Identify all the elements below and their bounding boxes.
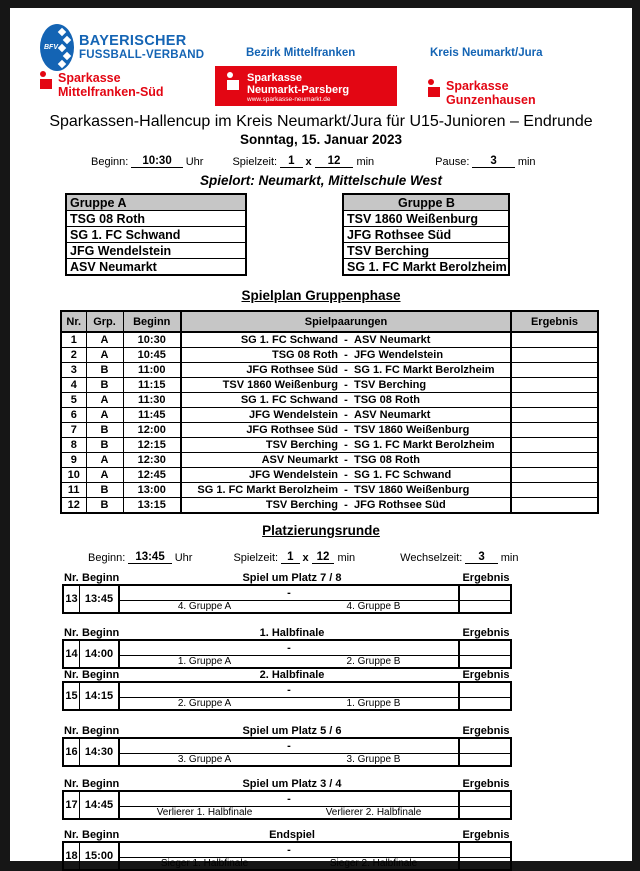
away-team: TSV 1860 Weißenburg [354, 424, 470, 436]
spielzeit-minutes: 12 [312, 551, 335, 564]
match-nr: 12 [61, 498, 86, 514]
placement-match-box [62, 737, 512, 767]
result-cell [511, 468, 598, 483]
match-time: 11:15 [123, 378, 181, 393]
match-pairing [181, 363, 511, 378]
result-cell [511, 332, 598, 348]
group-tables [65, 193, 632, 276]
placement-match-box [62, 790, 512, 820]
match-pairing [120, 586, 460, 612]
col-beginn: Beginn [82, 725, 120, 737]
match-time: 10:45 [123, 348, 181, 363]
match-time: 15:00 [80, 843, 120, 869]
away-team: JFG Wendelstein [354, 349, 444, 361]
sponsor-name: Sparkasse [58, 71, 121, 85]
table-row [66, 259, 246, 276]
match-nr: 1 [61, 332, 86, 348]
away-team: TSV Berching [354, 379, 427, 391]
table-row [343, 227, 509, 243]
sponsor-region: Gunzenhausen [446, 93, 536, 107]
away-team: Verlierer 2. Halbfinale [325, 807, 422, 818]
match-title: 2. Halbfinale [259, 669, 325, 681]
beginn-value: 13:45 [128, 551, 171, 564]
match-nr: 4 [61, 378, 86, 393]
result-cell [511, 408, 598, 423]
pairing-dash: - [344, 364, 348, 376]
pairing-dash: - [344, 439, 348, 451]
home-team: 4. Gruppe A [177, 601, 232, 612]
bfv-crest-text: BFV [44, 44, 58, 51]
col-nr: Nr. [64, 669, 79, 681]
away-team: 1. Gruppe B [346, 698, 401, 709]
pause-value: 3 [472, 155, 514, 168]
bezirk-label: Bezirk Mittelfranken [246, 47, 356, 59]
home-team: TSV Berching [265, 439, 338, 451]
sponsor-region: Mittelfranken-Süd [58, 85, 164, 99]
beginn-label: Beginn: [88, 552, 126, 564]
min-label: min [337, 552, 356, 564]
pairing-dash: - [344, 409, 348, 421]
col-grp: Grp. [86, 311, 123, 332]
away-team: ASV Neumarkt [354, 409, 431, 421]
col-ergebnis: Ergebnis [511, 311, 598, 332]
page-title: Sparkassen-Hallencup im Kreis Neumarkt/Jura für U15-Junioren – Endrunde [49, 113, 593, 130]
result-cell [511, 498, 598, 514]
match-time: 14:00 [80, 641, 120, 667]
result-cell [511, 348, 598, 363]
home-team: Sieger 1. Halbfinale [160, 858, 249, 869]
bfv-wordmark-line2: FUSSBALL-VERBAND [79, 49, 205, 61]
table-row [343, 211, 509, 227]
pairing-dash: - [344, 394, 348, 406]
col-nr: Nr. [64, 627, 79, 639]
result-cell [511, 423, 598, 438]
home-team: SG 1. FC Markt Berolzheim [197, 484, 338, 496]
table-row [61, 438, 598, 453]
col-nr: Nr. [64, 829, 79, 841]
match-pairing [120, 683, 460, 709]
match-pairing [181, 438, 511, 453]
team-name: SG 1. FC Markt Berolzheim [343, 259, 509, 276]
away-team: TSV 1860 Weißenburg [354, 484, 470, 496]
sponsor-name: Sparkasse [247, 72, 303, 84]
score-dash: - [120, 843, 458, 858]
placement-match-block [62, 829, 512, 871]
event-date: Sonntag, 15. Januar 2023 [239, 132, 403, 147]
match-title: 1. Halbfinale [259, 627, 325, 639]
score-dash: - [120, 641, 458, 656]
group-a-table [65, 193, 247, 276]
away-team: TSG 08 Roth [354, 454, 421, 466]
platzierung-heading: Platzierungsrunde [262, 523, 380, 538]
placement-matches [62, 572, 512, 871]
uhr-label: Uhr [185, 156, 204, 168]
match-title: Spiel um Platz 5 / 6 [242, 725, 342, 737]
match-pairing [120, 843, 460, 869]
sparkasse-icon [40, 71, 53, 89]
match-nr: 8 [61, 438, 86, 453]
score-dash: - [120, 792, 458, 807]
team-name: SG 1. FC Schwand [66, 227, 246, 243]
away-team: TSG 08 Roth [354, 394, 421, 406]
document-page [10, 8, 632, 869]
home-team: TSG 08 Roth [271, 349, 338, 361]
min-label: min [356, 156, 375, 168]
result-cell [460, 683, 510, 709]
table-row [61, 408, 598, 423]
table-row [61, 348, 598, 363]
sponsor-region: Neumarkt-Parsberg [247, 84, 350, 96]
placement-match-box [62, 841, 512, 871]
result-cell [460, 739, 510, 765]
col-ergebnis: Ergebnis [462, 778, 510, 790]
spielplan-heading: Spielplan Gruppenphase [241, 288, 401, 303]
away-team: SG 1. FC Schwand [354, 469, 452, 481]
match-title: Spiel um Platz 7 / 8 [242, 572, 342, 584]
match-group: A [86, 332, 123, 348]
placement-labels-row [62, 572, 512, 584]
match-pairing [181, 498, 511, 514]
result-cell [460, 586, 510, 612]
home-team: JFG Wendelstein [248, 469, 338, 481]
match-group: A [86, 393, 123, 408]
table-row [61, 332, 598, 348]
col-ergebnis: Ergebnis [462, 627, 510, 639]
result-cell [460, 641, 510, 667]
table-row [343, 259, 509, 276]
group-b-header: Gruppe B [343, 194, 509, 211]
match-group: B [86, 363, 123, 378]
table-row [61, 363, 598, 378]
pairing-dash: - [344, 334, 348, 346]
team-name: ASV Neumarkt [66, 259, 246, 276]
result-cell [460, 843, 510, 869]
match-nr: 10 [61, 468, 86, 483]
match-time: 13:00 [123, 483, 181, 498]
match-nr: 9 [61, 453, 86, 468]
sparkasse-icon [428, 79, 441, 97]
bfv-wordmark [79, 34, 204, 61]
wechselzeit-label: Wechselzeit: [400, 552, 463, 564]
table-row [61, 468, 598, 483]
spielzeit-count: 1 [280, 155, 302, 168]
result-cell [511, 393, 598, 408]
placement-match-block [62, 725, 512, 767]
match-nr: 11 [61, 483, 86, 498]
col-spielpaarungen: Spielpaarungen [181, 311, 511, 332]
col-beginn: Beginn [82, 669, 120, 681]
match-pairing [181, 423, 511, 438]
away-team: SG 1. FC Markt Berolzheim [354, 364, 495, 376]
group-a-header: Gruppe A [66, 194, 246, 211]
away-team: 4. Gruppe B [346, 601, 401, 612]
pairing-dash: - [344, 484, 348, 496]
score-dash: - [120, 739, 458, 754]
match-time: 11:45 [123, 408, 181, 423]
match-title: Spiel um Platz 3 / 4 [242, 778, 342, 790]
team-name: TSV Berching [343, 243, 509, 259]
pairing-dash: - [344, 499, 348, 511]
wechselzeit-value: 3 [465, 551, 497, 564]
sparkasse-icon [227, 72, 240, 90]
match-nr: 3 [61, 363, 86, 378]
spielplan-table [60, 310, 599, 514]
match-pairing [120, 792, 460, 818]
match-nr: 15 [64, 683, 80, 709]
placement-match-block [62, 627, 512, 669]
result-cell [511, 438, 598, 453]
match-time: 10:30 [123, 332, 181, 348]
match-group: B [86, 438, 123, 453]
score-dash: - [120, 586, 458, 601]
col-ergebnis: Ergebnis [462, 669, 510, 681]
beginn-label: Beginn: [91, 156, 129, 168]
match-nr: 14 [64, 641, 80, 667]
pairing-dash: - [344, 424, 348, 436]
home-team: JFG Wendelstein [248, 409, 338, 421]
placement-match-block [62, 778, 512, 820]
spielzeit-minutes: 12 [315, 155, 354, 168]
bfv-wordmark-line1: BAYERISCHER [79, 33, 187, 49]
table-row [66, 243, 246, 259]
table-row [61, 378, 598, 393]
match-group: A [86, 348, 123, 363]
result-cell [511, 363, 598, 378]
sponsor-sparkasse-gunzenhausen [428, 79, 536, 107]
placement-match-box [62, 639, 512, 669]
result-cell [511, 483, 598, 498]
match-nr: 13 [64, 586, 80, 612]
match-pairing [181, 332, 511, 348]
placement-match-box [62, 584, 512, 614]
sponsor-url: www.sparkasse-neumarkt.de [247, 96, 331, 103]
min-label: min [517, 156, 536, 168]
document-header [10, 8, 632, 108]
match-group: A [86, 453, 123, 468]
home-team: TSV 1860 Weißenburg [222, 379, 338, 391]
match-group: B [86, 498, 123, 514]
match-nr: 18 [64, 843, 80, 869]
placement-labels-row [62, 669, 512, 681]
match-pairing [181, 468, 511, 483]
settings-row-group-phase [10, 152, 632, 168]
col-nr: Nr. [64, 572, 79, 584]
placement-match-box [62, 681, 512, 711]
match-time: 14:30 [80, 739, 120, 765]
col-beginn: Beginn [82, 778, 120, 790]
match-pairing [181, 453, 511, 468]
placement-match-block [62, 669, 512, 711]
match-time: 12:45 [123, 468, 181, 483]
score-dash: - [120, 683, 458, 698]
sponsor-name: Sparkasse [446, 79, 509, 93]
spielzeit-label: Spielzeit: [232, 156, 278, 168]
match-time: 12:15 [123, 438, 181, 453]
home-team: ASV Neumarkt [261, 454, 338, 466]
team-name: JFG Wendelstein [66, 243, 246, 259]
team-name: JFG Rothsee Süd [343, 227, 509, 243]
col-ergebnis: Ergebnis [462, 829, 510, 841]
sponsor-sparkasse-mittelfranken [40, 71, 164, 99]
match-time: 11:30 [123, 393, 181, 408]
group-b-table [342, 193, 510, 276]
match-time: 14:15 [80, 683, 120, 709]
table-row [61, 498, 598, 514]
col-nr: Nr. [64, 778, 79, 790]
team-name: TSV 1860 Weißenburg [343, 211, 509, 227]
table-header-row [61, 311, 598, 332]
match-group: B [86, 378, 123, 393]
match-time: 13:45 [80, 586, 120, 612]
col-beginn: Beginn [82, 627, 120, 639]
match-pairing [181, 393, 511, 408]
kreis-label: Kreis Neumarkt/Jura [430, 47, 543, 59]
col-ergebnis: Ergebnis [462, 572, 510, 584]
match-time: 12:30 [123, 453, 181, 468]
table-row [61, 393, 598, 408]
match-nr: 17 [64, 792, 80, 818]
pairing-dash: - [344, 454, 348, 466]
home-team: TSV Berching [265, 499, 338, 511]
home-team: JFG Rothsee Süd [246, 424, 338, 436]
placement-labels-row [62, 778, 512, 790]
bfv-logo [40, 24, 204, 71]
bfv-crest-icon [40, 24, 74, 71]
match-group: A [86, 468, 123, 483]
uhr-label: Uhr [174, 552, 193, 564]
home-team: 1. Gruppe A [177, 656, 232, 667]
away-team: 2. Gruppe B [346, 656, 401, 667]
match-time: 13:15 [123, 498, 181, 514]
away-team: SG 1. FC Markt Berolzheim [354, 439, 495, 451]
beginn-value: 10:30 [131, 155, 182, 168]
match-time: 12:00 [123, 423, 181, 438]
home-team: SG 1. FC Schwand [240, 394, 338, 406]
team-name: TSG 08 Roth [66, 211, 246, 227]
away-team: ASV Neumarkt [354, 334, 431, 346]
pairing-dash: - [344, 469, 348, 481]
result-cell [511, 453, 598, 468]
match-group: B [86, 483, 123, 498]
table-row [66, 227, 246, 243]
away-team: JFG Rothsee Süd [354, 499, 446, 511]
match-nr: 6 [61, 408, 86, 423]
pairing-dash: - [344, 349, 348, 361]
table-row [66, 211, 246, 227]
min-label: min [500, 552, 519, 564]
placement-labels-row [62, 627, 512, 639]
sponsor-sparkasse-neumarkt-parsberg [215, 66, 397, 106]
home-team: 3. Gruppe A [177, 754, 232, 765]
venue-line: Spielort: Neumarkt, Mittelschule West [199, 173, 443, 188]
pause-label: Pause: [435, 156, 470, 168]
settings-row-placement [10, 548, 632, 564]
table-row [61, 423, 598, 438]
table-row [61, 483, 598, 498]
col-nr: Nr. [61, 311, 86, 332]
home-team: Verlierer 1. Halbfinale [156, 807, 253, 818]
result-cell [511, 378, 598, 393]
table-row [61, 453, 598, 468]
match-pairing [181, 378, 511, 393]
match-group: B [86, 423, 123, 438]
spielzeit-count: 1 [281, 551, 299, 564]
match-pairing [120, 739, 460, 765]
match-nr: 7 [61, 423, 86, 438]
col-beginn: Beginn [82, 829, 120, 841]
match-group: A [86, 408, 123, 423]
col-beginn: Beginn [123, 311, 181, 332]
match-nr: 16 [64, 739, 80, 765]
match-title: Endspiel [269, 829, 315, 841]
match-pairing [120, 641, 460, 667]
match-time: 14:45 [80, 792, 120, 818]
home-team: 2. Gruppe A [177, 698, 232, 709]
match-nr: 2 [61, 348, 86, 363]
spielzeit-x: x [305, 156, 312, 168]
spielzeit-label: Spielzeit: [233, 552, 279, 564]
placement-labels-row [62, 829, 512, 841]
col-ergebnis: Ergebnis [462, 725, 510, 737]
placement-labels-row [62, 725, 512, 737]
table-row [343, 243, 509, 259]
match-nr: 5 [61, 393, 86, 408]
col-beginn: Beginn [82, 572, 120, 584]
home-team: JFG Rothsee Süd [246, 364, 338, 376]
col-nr: Nr. [64, 725, 79, 737]
away-team: Sieger 2. Halbfinale [329, 858, 418, 869]
spielzeit-x: x [302, 552, 309, 564]
pairing-dash: - [344, 379, 348, 391]
match-pairing [181, 348, 511, 363]
away-team: 3. Gruppe B [346, 754, 401, 765]
home-team: SG 1. FC Schwand [240, 334, 338, 346]
result-cell [460, 792, 510, 818]
match-pairing [181, 408, 511, 423]
match-pairing [181, 483, 511, 498]
placement-match-block [62, 572, 512, 614]
match-time: 11:00 [123, 363, 181, 378]
